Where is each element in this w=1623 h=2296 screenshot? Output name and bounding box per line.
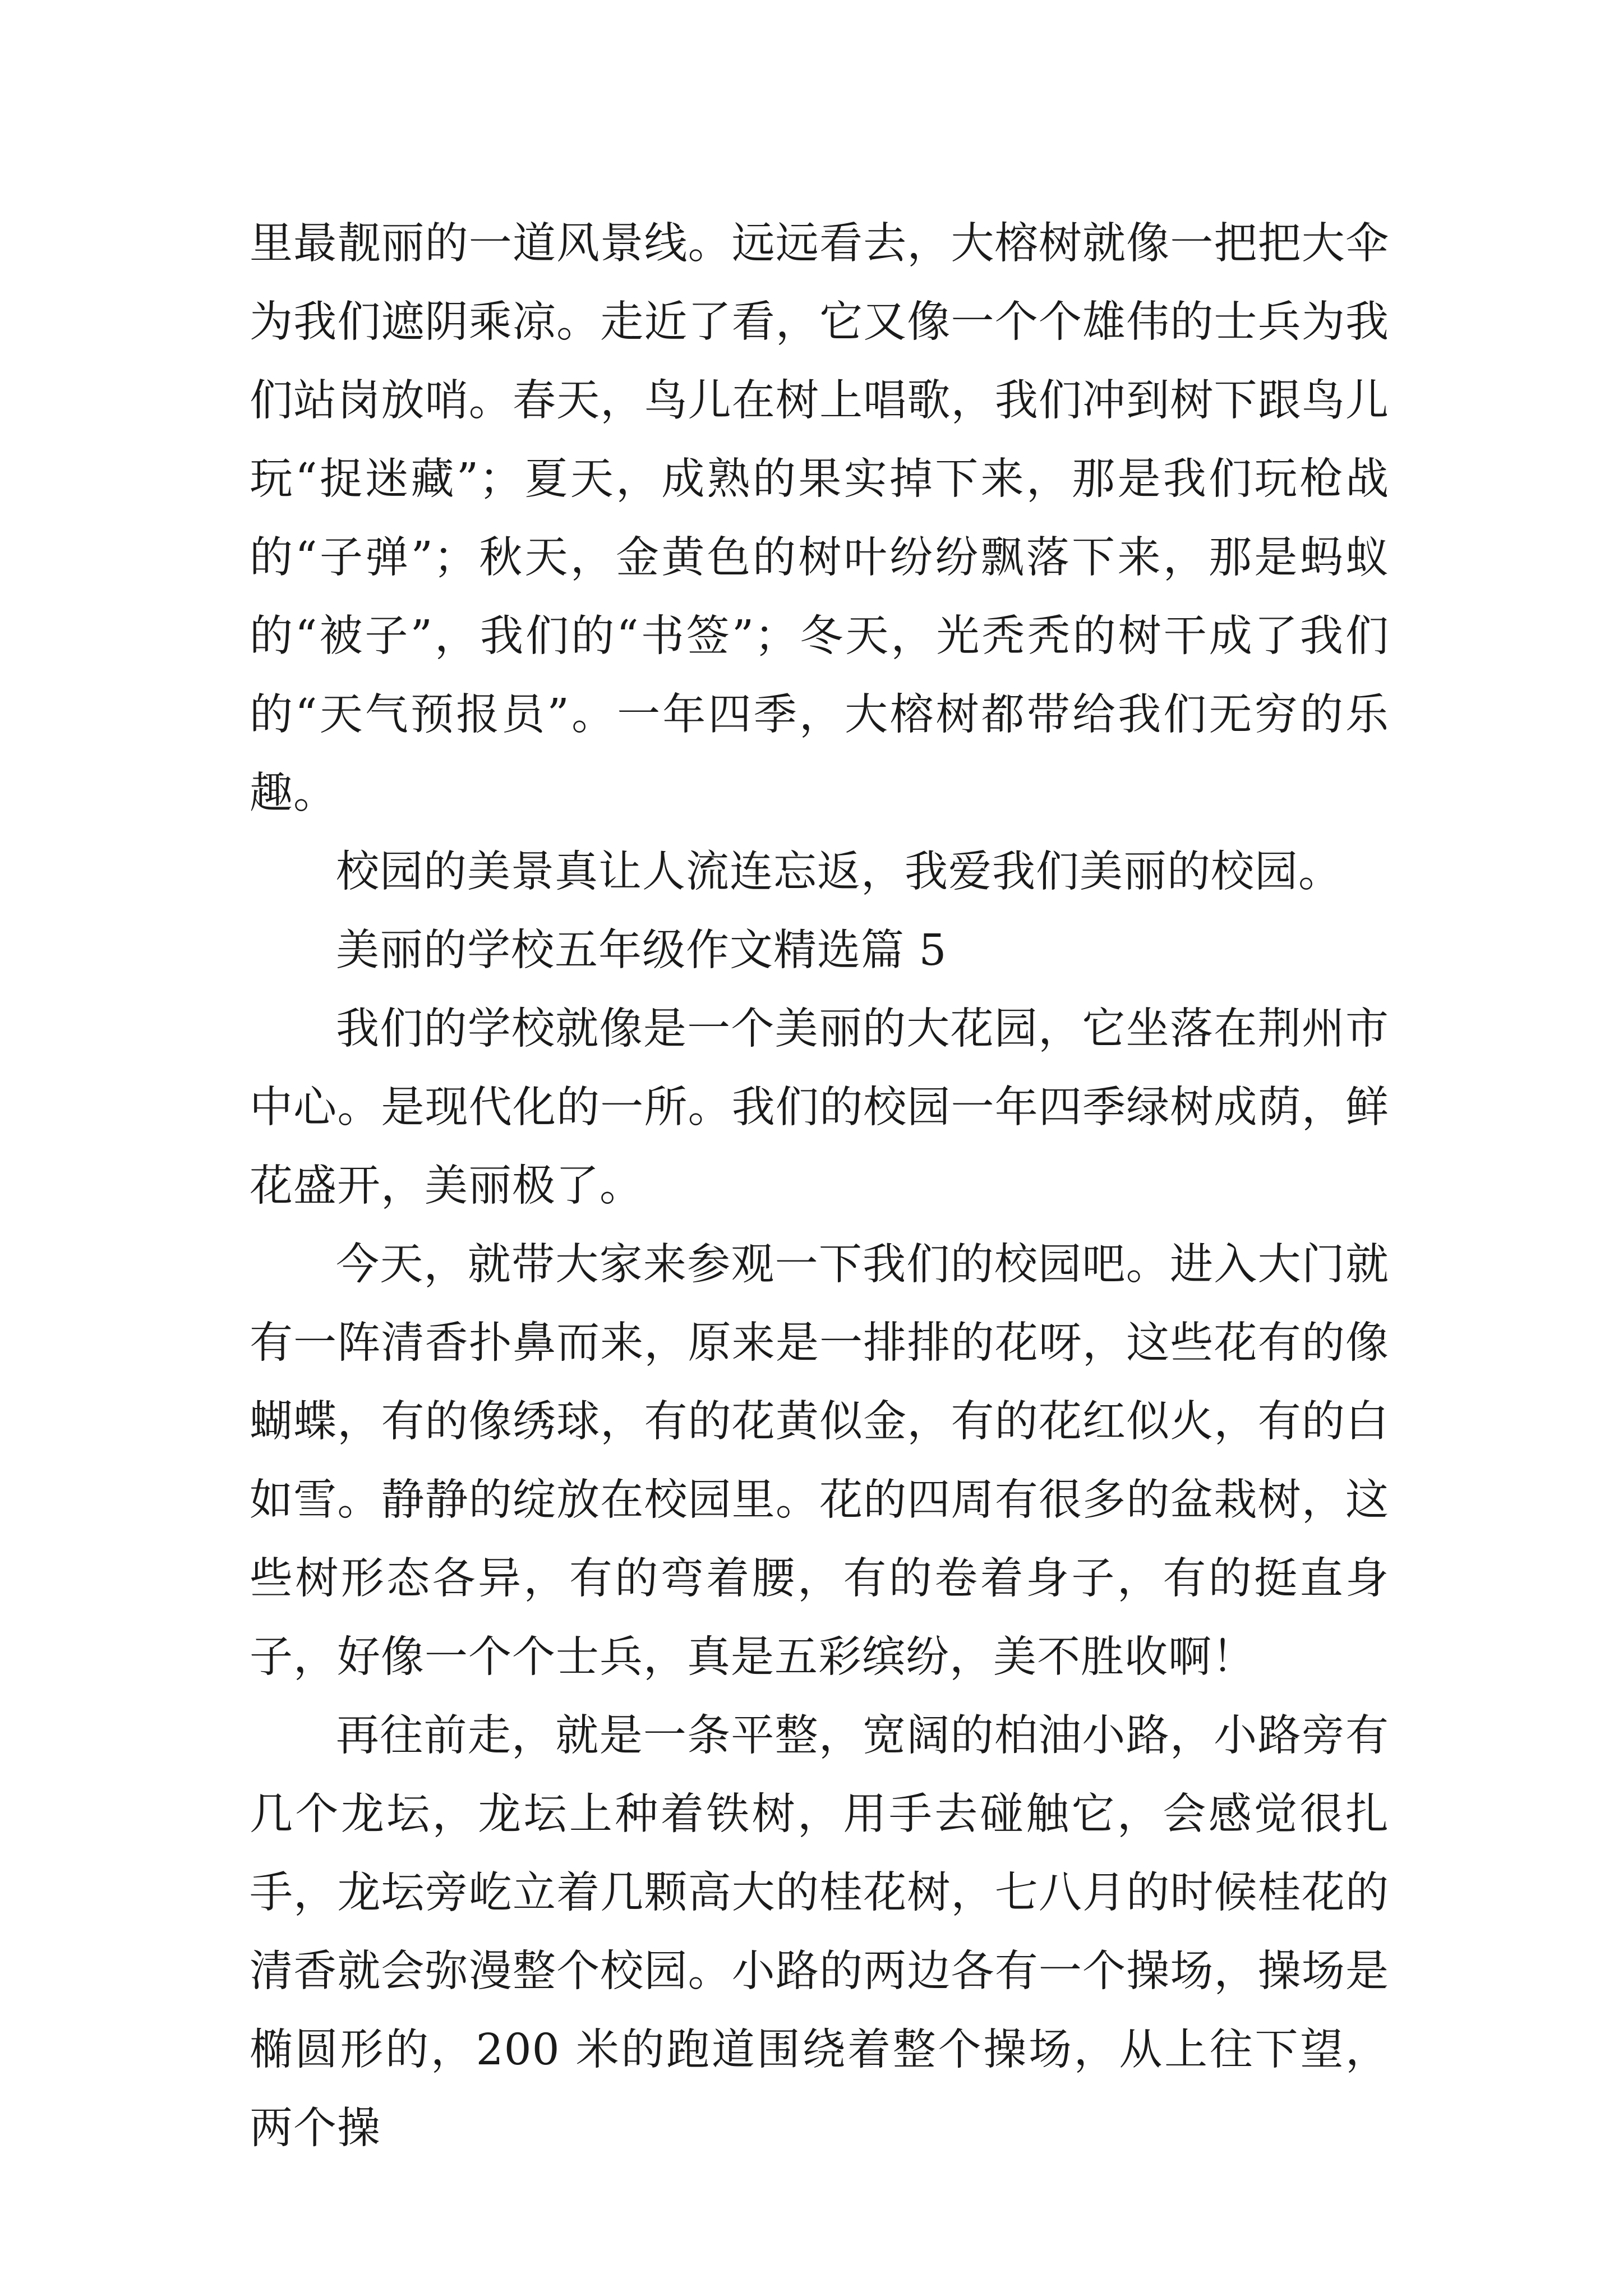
paragraph-2: 校园的美景真让人流连忘返，我爱我们美丽的校园。 [336,847,1342,897]
paragraph-4: 今天，就带大家来参观一下我们的校园吧。进入大门就有一阵清香扑鼻而来，原来是一排排的花呀，这些花有的像蝴蝶，有的像绣球，有的花黄似金，有的花红似火，有的白如雪。静静的绽放在校园里。花的四周有很多的盆栽树，这些树形态各异，有的弯着腰，有的卷着身子，有的挺直身子，好像一个个士兵，真是五彩缤纷，美不胜收啊！ [250,1240,1389,1682]
paragraph-3: 我们的学校就像是一个美丽的大花园，它坐落在荆州市中心。是现代化的一所。我们的校园一年四季绿树成荫，鲜花盛开，美丽极了。 [250,1004,1389,1211]
paragraph-5: 再往前走，就是一条平整，宽阔的柏油小路，小路旁有几个龙坛，龙坛上种着铁树，用手去碰触它，会感觉很扎手，龙坛旁屹立着几颗高大的桂花树，七八月的时候桂花的清香就会弥漫整个校园。小路的两边各有一个操场，操场是椭圆形的，200 米的跑道围绕着整个操场，从上往下望，两个操 [250,1711,1389,2154]
body-text [250,205,1389,2168]
section-heading: 美丽的学校五年级作文精选篇 5 [336,926,947,976]
paragraph-1: 里最靓丽的一道风景线。远远看去，大榕树就像一把把大伞为我们遮阴乘凉。走近了看，它又像一个个雄伟的士兵为我们站岗放哨。春天，鸟儿在树上唱歌，我们冲到树下跟鸟儿玩“捉迷藏”；夏天，成熟的果实掉下来，那是我们玩枪战的“子弹”；秋天，金黄色的树叶纷纷飘落下来，那是蚂蚁的“被子”，我们的“书签”；冬天，光秃秃的树干成了我们的“天气预报员”。一年四季，大榕树都带给我们无穷的乐趣。 [250,219,1389,818]
